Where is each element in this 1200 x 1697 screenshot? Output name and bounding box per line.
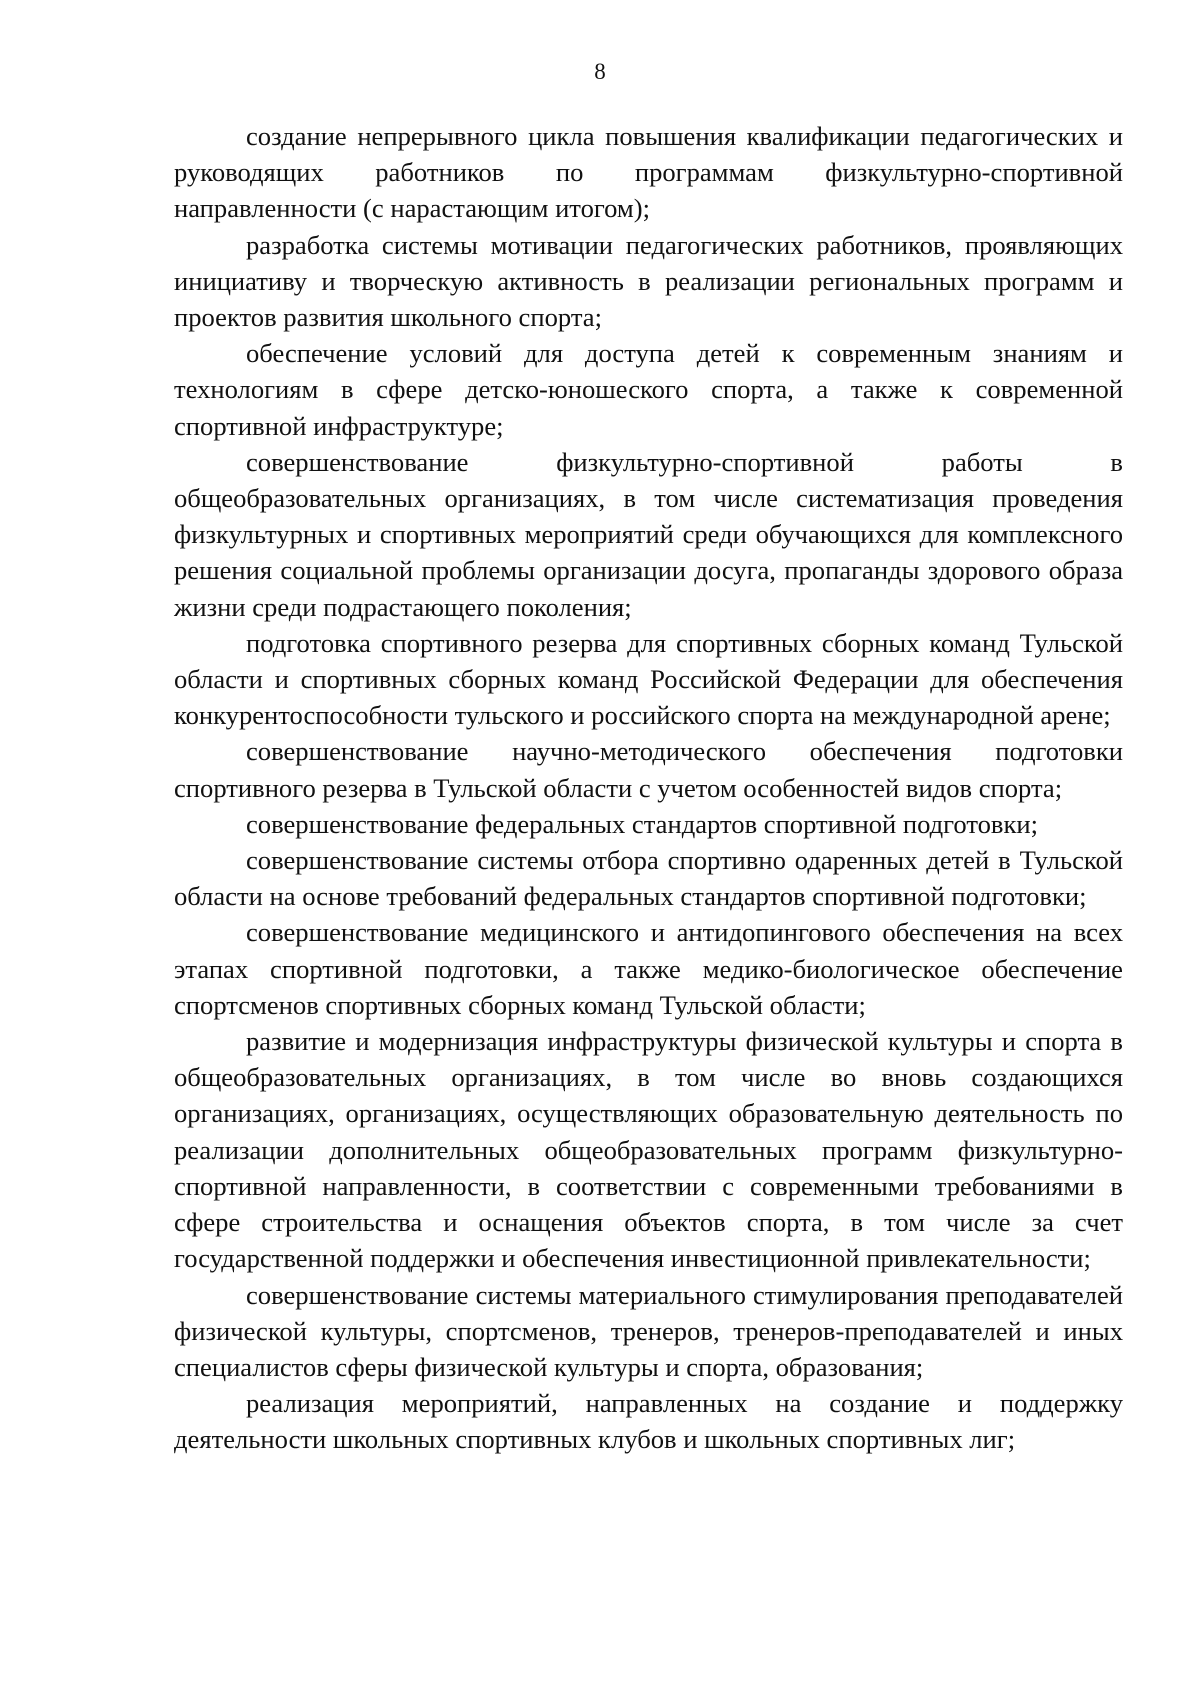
paragraph: обеспечение условий для доступа детей к современным знаниям и технологиям в сфере детско-юношеского спорта, а также к современной спортивной инфраструктуре; [174,338,1123,441]
paragraph: реализация мероприятий, направленных на создание и поддержку деятельности школьных спортивных клубов и школьных спортивных лиг; [174,1388,1123,1455]
page-number: 8 [594,59,606,84]
paragraph: совершенствование системы отбора спортивно одаренных детей в Тульской области на основе требований федеральных стандартов спортивной подготовки; [174,845,1123,912]
paragraph: совершенствование федеральных стандартов спортивной подготовки; [246,808,1039,839]
paragraph: подготовка спортивного резерва для спортивных сборных команд Тульской области и спортивных сборных команд Российской Федерации для обеспечения конкурентоспособности тульского и российского спорта на международной арене; [174,627,1123,731]
paragraph: разработка системы мотивации педагогических работников, проявляющих инициативу и творческую активность в реализации региональных программ и проектов развития школьного спорта; [174,229,1123,333]
paragraph: совершенствование научно-методического обеспечения подготовки спортивного резерва в Тульской области с учетом особенностей видов спорта; [174,736,1123,803]
paragraph: совершенствование системы материального стимулирования преподавателей физической культуры, спортсменов, тренеров, тренеров-преподавателей и иных специалистов сферы физической культуры и спорта, образования; [174,1279,1123,1382]
document-body [174,118,1123,1458]
paragraph: совершенствование медицинского и антидопингового обеспечения на всех этапах спортивной подготовки, а также медико-биологическое обеспечение спортсменов спортивных сборных команд Тульской области; [174,917,1123,1020]
paragraph: создание непрерывного цикла повышения квалификации педагогических и руководящих работников по программам физкультурно-спортивной направленности (с нарастающим итогом); [174,121,1123,224]
paragraph: совершенствование физкультурно-спортивной работы в общеобразовательных организациях, в том числе систематизация проведения физкультурных и спортивных мероприятий среди обучающихся для комплексного решения социальной проблемы организации досуга, пропаганды здорового образа жизни среди подрастающего поколения; [174,446,1123,622]
paragraph: развитие и модернизация инфраструктуры физической культуры и спорта в общеобразовательных организациях, в том числе во вновь создающихся организациях, организациях, осуществляющих образовательную деятельность по реализации дополнительных общеобразовательных программ физкультурно-спортивной направленности, в соответствии с современными требованиями в сфере строительства и оснащения объектов спорта, в том числе за счет государственной поддержки и обеспечения инвестиционной привлекательности; [174,1026,1123,1274]
